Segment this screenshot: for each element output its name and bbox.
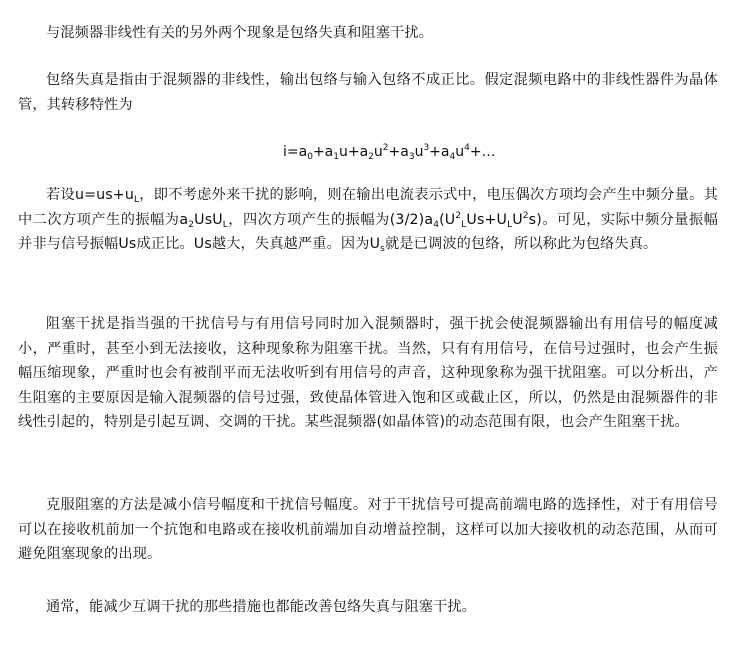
subscript: 4 [433,219,440,230]
formula-term: u [414,144,424,160]
formula-exponent: 2 [382,143,389,153]
formula-term: u+a [338,144,369,160]
text-run: ，四次方项产生的振幅为(3/2)a [227,211,434,228]
paragraph-overcoming-blocking: 克服阻塞的方法是减小信号幅度和干扰信号幅度。对于干扰信号可提高前端电路的选择性，对于有用信号可以在接收机前加一个抗饱和电路或在接收机前端加自动增益控制，这样可以加大接收机的动态范围，从而可避免阻塞现象的出现。 [18,497,718,562]
subscript: L [507,219,513,230]
text-run: ，即不考虑外来干扰的影响，则在输出电流表示式中，电压偶次方项均会产生中频分量。其中二次方项产生的振幅为a [18,187,718,228]
formula-subscript: 4 [449,152,456,162]
formula-exponent: 4 [464,143,470,153]
paragraph-intro: 与混频器非线性有关的另外两个现象是包络失真和阻塞干扰。 [46,25,434,41]
text-run: UsU [194,211,223,228]
text-run: 若设u=us+u [46,187,134,203]
subscript: L [461,219,467,230]
text-run: (U [439,211,456,228]
superscript: 2 [455,210,462,221]
formula-subscript: 1 [333,152,339,162]
subscript: 2 [188,219,195,230]
paragraph-conclusion: 通常，能减少互调干扰的那些措施也都能改善包络失真与阻塞干扰。 [46,599,477,615]
formula-term: +a [312,144,334,160]
subscript: s [380,244,385,254]
formula-subscript: 2 [368,152,374,162]
formula-term: +a [388,144,409,160]
formula-term: i=a [283,144,308,160]
formula-term: +a [429,144,450,160]
formula-term: u [455,144,465,160]
formula-exponent: 3 [423,143,430,153]
text-run: U [512,211,523,228]
text-run: Us+U [466,211,508,228]
formula-term: +… [469,144,496,160]
formula-subscript: 0 [307,152,313,162]
subscript: L [133,195,140,205]
paragraph-distortion-analysis [18,183,718,257]
text-run: 就是已调波的包络，所以称此为包络失真。 [384,236,658,252]
subscript: L [222,219,228,230]
paragraph-envelope-distortion: 包络失真是指由于混频器的非线性，输出包络与输入包络不成正比。假定混频电路中的非线性器件为晶体管，其转移特性为 [18,72,718,113]
formula-term: u [373,144,383,160]
superscript: 2 [522,210,529,221]
text-run: s)。可见，实际中频分量振幅并非与信号振幅Us成正比。Us越大，失真越严重。因为U [18,211,718,252]
formula-subscript: 3 [408,152,415,162]
transfer-characteristic-formula [283,141,496,163]
paragraph-blocking-interference: 阻塞干扰是指当强的干扰信号与有用信号同时加入混频器时，强干扰会使混频器输出有用信号的幅度减小，严重时，甚至小到无法接收，这种现象称为阻塞干扰。当然，只有有用信号，在信号过强时，也会产生振幅压缩现象，严重时也会有被削平而无法收听到有用信号的声音，这种现象称为强干扰阻塞。可以分析出，产生阻塞的主要原因是输入混频器的信号过强，致使晶体管进入饱和区或截止区，所以，仍然是由混频器件的非线性引起的，特别是引起互调、交调的干扰。某些混频器(如晶体管)的动态范围有限，也会产生阻塞干扰。 [18,316,718,430]
